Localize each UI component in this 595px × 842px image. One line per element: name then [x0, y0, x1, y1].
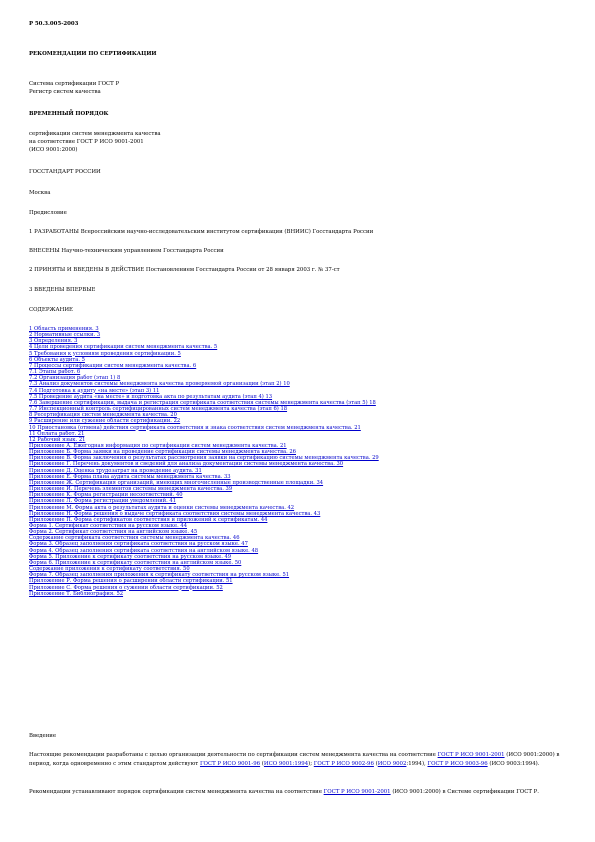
paragraph-first-time: 3 ВВЕДЕНЫ ВПЕРВЫЕ	[29, 287, 96, 293]
toc-link[interactable]: Приложение К. Форма регистрации несоответствий. 40	[29, 492, 183, 499]
toc-link[interactable]: 7.5 Проведение аудита «на месте» и подготовка акта по результатам аудита (этап 4) 13	[29, 393, 273, 400]
table-of-contents	[29, 326, 569, 597]
system-line-2: Регистр систем качества	[29, 89, 101, 95]
intro-text: (	[260, 761, 264, 767]
toc-link[interactable]: Форма 1. Сертификат соответствия на русском языке. 44	[29, 523, 188, 529]
toc-link[interactable]: Приложение В. Форма заключения о результатах рассмотрения заявки на сертификацию системы менеджмента качества. 29	[29, 455, 379, 462]
toc-link[interactable]: Форма 6. Приложение к сертификату соответствия на английском языке. 50	[29, 559, 242, 566]
toc-link[interactable]: Форма 3. Образец заполнения сертификата соответствия на русском языке. 47	[29, 541, 248, 548]
toc-link[interactable]: 7.4 Подготовка к аудиту «на месте» (этап 3) 11	[29, 387, 160, 394]
toc-link[interactable]: 1 Область применения. 3	[29, 326, 99, 332]
intro-text: (ИСО 9001:2000) в период, когда одновременно с этим стандартом действуют	[29, 752, 560, 767]
toc-link[interactable]: Приложение Д. Оценка трудозатрат на проведение аудита. 31	[29, 467, 202, 474]
subtitle-line-2: на соответствие ГОСТ Р ИСО 9001-2001	[29, 139, 144, 145]
intro-text: Рекомендации устанавливают порядок сертификации систем менеджмента качества на соответствие	[29, 789, 324, 795]
toc-link[interactable]: 6 Объекты аудита. 5	[29, 356, 85, 363]
intro-text: );	[308, 761, 314, 767]
toc-link[interactable]: 5 Требования к условиям проведения сертификации. 5	[29, 350, 181, 357]
toc-link[interactable]: Содержание сертификата соответствия системы менеджмента качества. 46	[29, 535, 240, 542]
toc-link[interactable]: Приложение Б. Форма заявки на проведение сертификации системы менеджмента качества. 26	[29, 449, 296, 456]
toc-link[interactable]: Форма 2. Сертификат соответствия на английском языке. 45	[29, 529, 198, 536]
toc-link[interactable]: Приложение И. Перечень элементов системы менеджмента качества. 39	[29, 486, 233, 493]
toc-link[interactable]: Форма 5. Приложение к сертификату соответствия на русском языке. 49	[29, 553, 232, 560]
contents-heading: СОДЕРЖАНИЕ	[29, 307, 73, 313]
standard-link[interactable]: ГОСТ Р ИСО 9001-2001	[437, 752, 505, 758]
toc-link[interactable]: 7.2 Организация работ (этап 1) 8	[29, 375, 121, 382]
introduction-heading: Введение	[29, 733, 57, 739]
toc-link[interactable]: 8 Ресертификация систем менеджмента качества. 20	[29, 412, 177, 419]
document-heading: РЕКОМЕНДАЦИИ ПО СЕРТИФИКАЦИИ	[29, 51, 157, 57]
toc-link[interactable]: 11 Оплата работ. 21	[29, 430, 85, 437]
toc-link[interactable]: Приложение Л. Форма регистрации уведомлений. 41	[29, 498, 177, 505]
toc-link[interactable]: 7.6 Завершение сертификации, выдача и регистрация сертификата соответствия системы менеджмента качества (этап 5) 18	[29, 399, 376, 406]
toc-link[interactable]: Приложение Р. Форма решения о расширении области сертификации. 51	[29, 578, 233, 585]
standard-link[interactable]: ИСО 9002	[377, 761, 407, 767]
toc-link[interactable]: Форма 7. Образец заполнения приложения к сертификату соответствия на русском языке. 51	[29, 572, 290, 579]
toc-link[interactable]: 2 Нормативные ссылки. 3	[29, 332, 101, 339]
toc-link[interactable]: 7.7 Инспекционный контроль сертифицированных систем менеджмента качества (этап 6) 18	[29, 406, 288, 413]
toc-link[interactable]: 9 Расширение или сужение области сертификации. 22	[29, 418, 181, 425]
order-title: ВРЕМЕННЫЙ ПОРЯДОК	[29, 111, 109, 117]
toc-link[interactable]: Форма 4. Образец заполнения сертификата соответствия на английском языке. 48	[29, 547, 259, 554]
toc-link[interactable]: Приложение Ж. Сертификация организаций, имеющих многочисленные производственные площадки. 34	[29, 479, 324, 486]
toc-link[interactable]: 7.1 Этапы работ. 6	[29, 369, 81, 376]
city: Москва	[29, 190, 51, 196]
standard-link[interactable]: ГОСТ Р ИСО 9001-96	[199, 761, 261, 767]
toc-link[interactable]: Приложение Т. Библиография. 52	[29, 590, 124, 597]
paragraph-developed: 1 РАЗРАБОТАНЫ Всероссийским научно-исследовательским институтом сертификации (ВНИИС) Госстандарта России	[29, 229, 374, 235]
publisher: ГОССТАНДАРТ РОССИИ	[29, 169, 101, 175]
toc-link[interactable]: 10 Приостановка (отмена) действия сертификата соответствия и знака соответствия систем менеджмента качества. 21	[29, 424, 361, 431]
subtitle-line-3: (ИСО 9001:2000)	[29, 147, 78, 153]
toc-link[interactable]: Приложение Е. Форма плана аудита системы менеджмента качества. 33	[29, 473, 231, 480]
toc-link[interactable]: Приложение С. Форма решения о сужении области сертификации. 52	[29, 584, 223, 591]
intro-text: :1994),	[406, 761, 428, 767]
toc-link[interactable]: Содержание приложения к сертификату соответствия. 50	[29, 566, 190, 573]
toc-link[interactable]: 12 Рабочий язык. 21	[29, 436, 86, 443]
toc-link[interactable]: Приложение М. Форма акта о результатах аудита и оценки системы менеджмента качества. 42	[29, 504, 295, 511]
introduction-paragraph-1	[29, 751, 569, 769]
system-line-1: Система сертификации ГОСТ Р	[29, 81, 120, 87]
subtitle-line-1: сертификации систем менеджмента качества	[29, 131, 161, 137]
intro-text: (ИСО 9003:1994).	[487, 761, 540, 767]
preface-heading: Предисловие	[29, 210, 67, 216]
toc-link[interactable]: 3 Определения. 3	[29, 338, 78, 345]
standard-link[interactable]: ИСО 9001:1994	[263, 761, 309, 767]
intro-text: (ИСО 9001:2000) в Системе сертификации ГОСТ Р.	[390, 789, 539, 795]
toc-link[interactable]: Приложение А. Ежегодная информация по сертификации систем менеджмента качества. 21	[29, 442, 287, 449]
paragraph-adopted: 2 ПРИНЯТЫ И ВВЕДЕНЫ В ДЕЙСТВИЕ Постановлением Госстандарта России от 28 января 2003 г. № 37-ст	[29, 267, 340, 273]
document-code: Р 50.3.005-2003	[29, 21, 79, 27]
toc-link[interactable]: 4 Цели проведения сертификации систем менеджмента качества. 5	[29, 344, 218, 351]
toc-link[interactable]: 7 Процессы сертификации систем менеджмента качества. 6	[29, 362, 197, 369]
intro-text: Настоящие рекомендации разработаны с целью организации деятельности по сертификации систем менеджмента качества на соответствие	[29, 752, 438, 758]
standard-link[interactable]: ГОСТ Р ИСО 9001-2001	[323, 789, 391, 795]
standard-link[interactable]: ГОСТ Р ИСО 9003-96	[427, 761, 488, 767]
toc-link[interactable]: Приложение Н. Форма решения о выдаче сертификата соответствия системы менеджмента качества. 43	[29, 510, 321, 517]
paragraph-introduced: ВНЕСЕНЫ Научно-техническим управлением Госстандарта России	[29, 248, 224, 254]
toc-link[interactable]: Приложение Г. Перечень документов и сведений для анализа документации системы менеджмента качества. 30	[29, 461, 344, 468]
toc-link[interactable]: Приложение П. Форма сертификатов соответствия и приложений к сертификатам. 44	[29, 516, 268, 523]
introduction-paragraph-2	[29, 788, 569, 797]
standard-link[interactable]: ГОСТ Р ИСО 9002-96	[313, 761, 374, 767]
toc-link[interactable]: 7.3 Анализ документов системы менеджмента качества проверяемой организации (этап 2) 10	[29, 381, 290, 388]
intro-text: (	[373, 761, 378, 767]
